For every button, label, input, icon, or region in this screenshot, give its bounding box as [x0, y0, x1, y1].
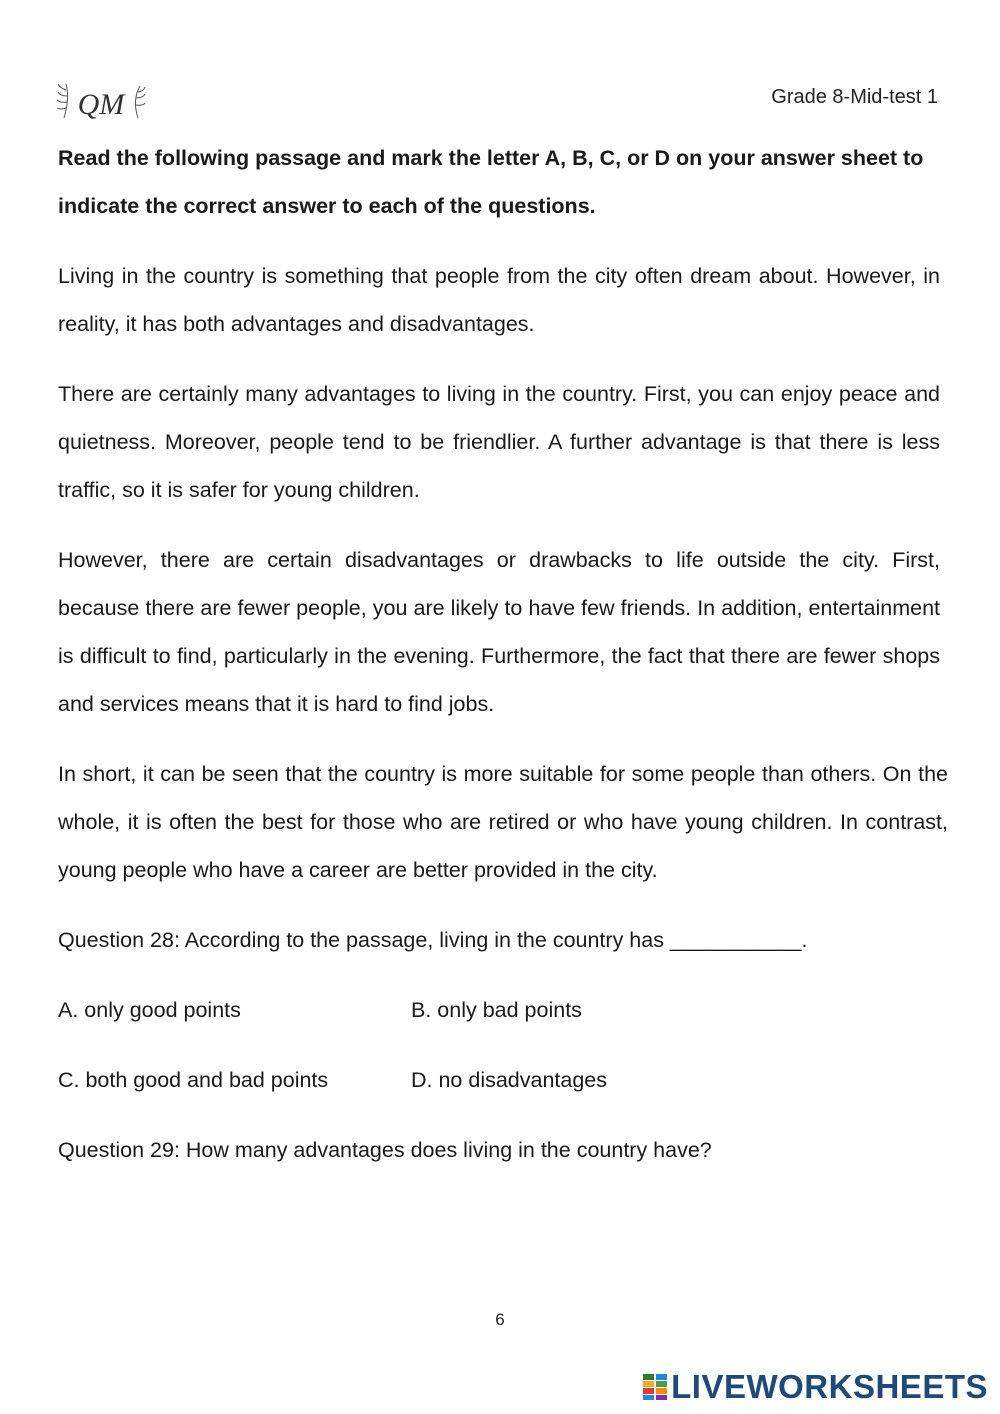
question-29: Question 29: How many advantages does living in the country have?: [58, 1138, 712, 1162]
qm-logo-text: QM: [77, 88, 125, 121]
option-b[interactable]: B. only bad points: [411, 998, 582, 1022]
liveworksheets-logo-icon: [643, 1374, 667, 1400]
worksheet-content: [58, 134, 948, 1196]
option-d[interactable]: D. no disadvantages: [411, 1068, 608, 1092]
instruction-text: Read the following passage and mark the letter A, B, C, or D on your answer sheet to indicate the correct answer to each of the questions.: [58, 146, 924, 218]
passage-paragraph-1: Living in the country is something that people from the city often dream about. However, in reality, it has both advantages and disadvantages.: [58, 264, 940, 336]
question-28-options-row-1: [58, 986, 940, 1034]
question-28-options-row-2: [58, 1056, 940, 1104]
test-title: Grade 8-Mid-test 1: [771, 86, 938, 108]
passage-paragraph-2: There are certainly many advantages to living in the country. First, you can enjoy peace and quietness. Moreover, people tend to be friendlier. A further advantage is that there is less traffic, so it is safer for young children.: [58, 382, 940, 502]
liveworksheets-brand-text: LIVEWORKSHEETS: [671, 1368, 988, 1405]
qm-logo-icon: [56, 78, 146, 128]
question-28: Question 28: According to the passage, living in the country has ___________.: [58, 928, 808, 952]
option-c[interactable]: C. both good and bad points: [58, 1068, 329, 1092]
liveworksheets-brand[interactable]: [643, 1370, 988, 1404]
passage-paragraph-4: In short, it can be seen that the country is more suitable for some people than others. On the whole, it is often the best for those who are retired or who have young children. In contrast, young people who have a career are better provided in the city.: [58, 762, 948, 882]
qm-logo: [56, 78, 146, 128]
option-a[interactable]: A. only good points: [58, 998, 241, 1022]
passage-paragraph-3: However, there are certain disadvantages or drawbacks to life outside the city. First, because there are fewer people, you are likely to have few friends. In addition, entertainment is difficult to find, particularly in the evening. Furthermore, the fact that there are fewer shops and services means that it is hard to find jobs.: [58, 548, 940, 716]
page-number: 6: [495, 1310, 505, 1329]
